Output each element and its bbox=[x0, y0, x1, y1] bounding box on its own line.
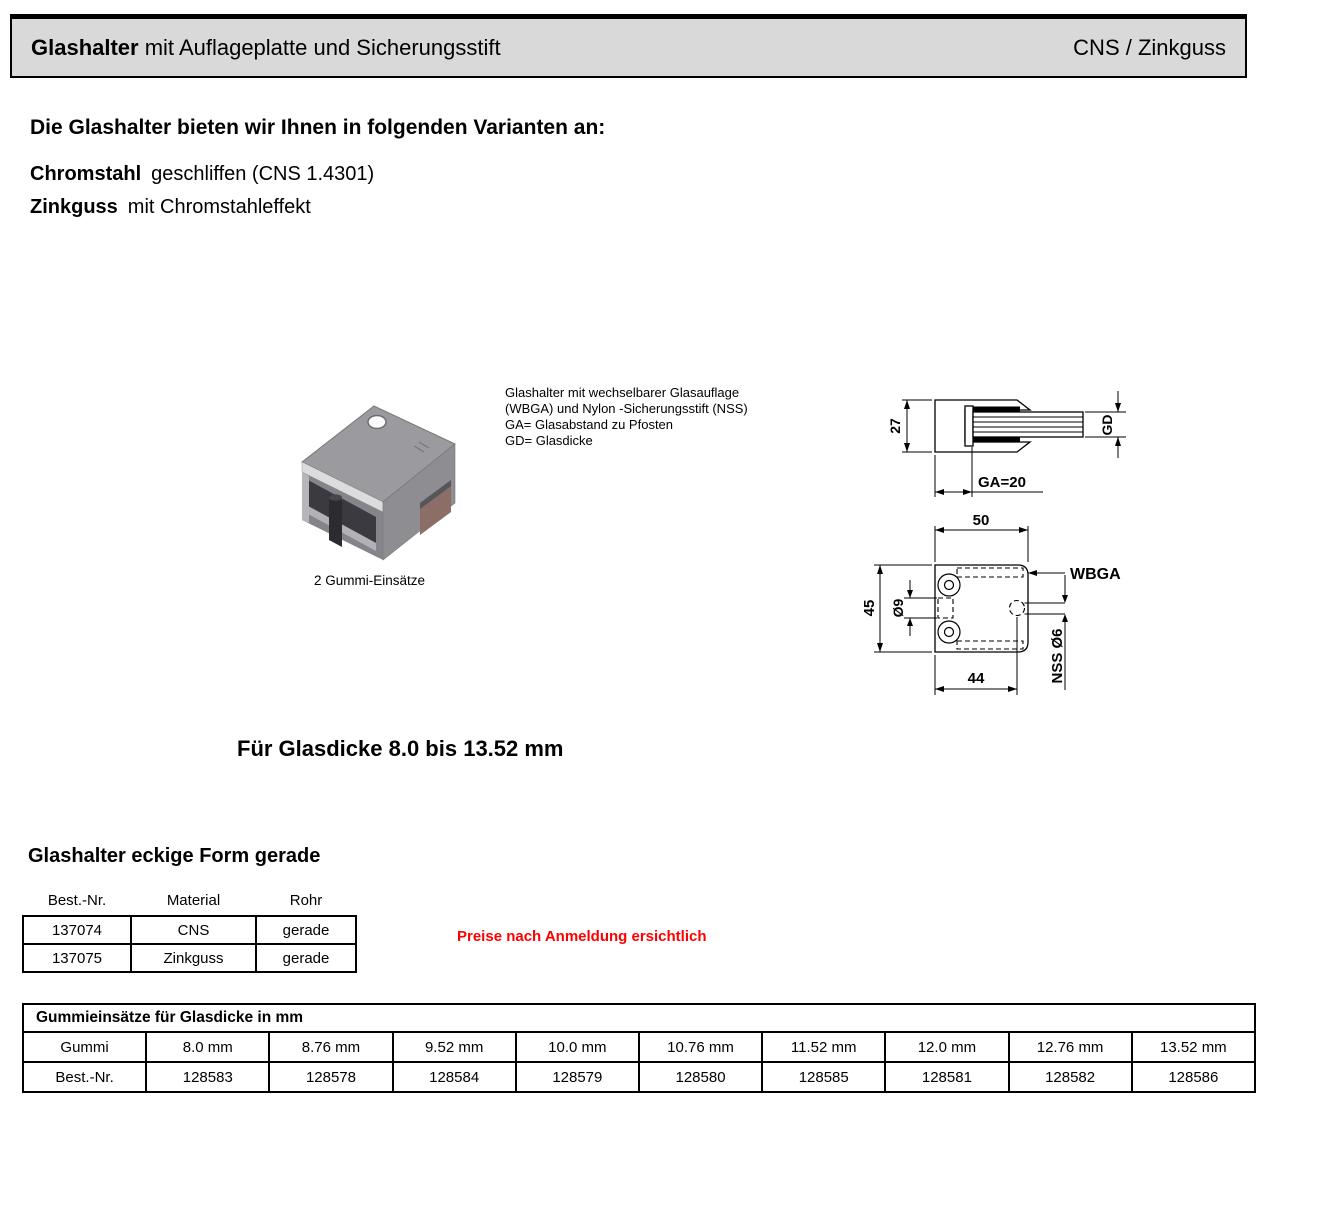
dim-ga-label: GA=20 bbox=[978, 474, 1026, 491]
table-row bbox=[23, 1032, 1255, 1062]
product-photo bbox=[272, 390, 467, 570]
order-number-cell: 137074 bbox=[23, 916, 131, 944]
product-subtitle: mit Auflageplatte und Sicherungsstift bbox=[138, 34, 501, 60]
table-header-row bbox=[23, 892, 356, 916]
variant-description: geschliffen (CNS 1.4301) bbox=[151, 163, 375, 185]
variant-name: Zinkguss bbox=[30, 196, 118, 218]
product-name: Glashalter bbox=[31, 34, 139, 60]
insert-size-cell: 9.52 mm bbox=[393, 1032, 516, 1062]
insert-size-cell: 12.0 mm bbox=[885, 1032, 1008, 1062]
table-row bbox=[23, 1062, 1255, 1092]
rubber-inserts-table bbox=[22, 1003, 1256, 1093]
description-line: (WBGA) und Nylon -Sicherungsstift (NSS) bbox=[505, 401, 748, 416]
glass-range-heading: Für Glasdicke 8.0 bis 13.52 mm bbox=[237, 736, 564, 761]
product-description bbox=[505, 385, 748, 449]
material-cell: CNS bbox=[131, 916, 256, 944]
tube-cell: gerade bbox=[256, 916, 356, 944]
description-line: GD= Glasdicke bbox=[505, 433, 593, 448]
table-row bbox=[23, 944, 356, 972]
insert-ordernum-cell: 128582 bbox=[1009, 1062, 1132, 1092]
description-line: Glashalter mit wechselbarer Glasauflage bbox=[505, 385, 740, 400]
nss-label: NSS Ø6 bbox=[1049, 628, 1066, 684]
header-bar bbox=[10, 14, 1247, 78]
column-header: Best.-Nr. bbox=[47, 892, 107, 909]
insert-ordernum-cell: 128578 bbox=[269, 1062, 392, 1092]
variant-name: Chromstahl bbox=[30, 163, 142, 185]
insert-size-cell: 12.76 mm bbox=[1009, 1032, 1132, 1062]
wbga-label: WBGA bbox=[1070, 566, 1121, 583]
insert-size-cell: 10.0 mm bbox=[516, 1032, 639, 1062]
tube-cell: gerade bbox=[256, 944, 356, 972]
insert-ordernum-cell: 128584 bbox=[393, 1062, 516, 1092]
insert-size-cell: 8.76 mm bbox=[269, 1032, 392, 1062]
column-header: Rohr bbox=[289, 892, 323, 909]
insert-ordernum-cell: 128580 bbox=[639, 1062, 762, 1092]
variant-list bbox=[30, 158, 374, 224]
table-row bbox=[23, 916, 356, 944]
insert-ordernum-cell: 128586 bbox=[1132, 1062, 1255, 1092]
insert-size-cell: 11.52 mm bbox=[762, 1032, 885, 1062]
row-label: Best.-Nr. bbox=[23, 1062, 146, 1092]
front-view-drawing bbox=[858, 508, 1148, 708]
description-line: GA= Glasabstand zu Pfosten bbox=[505, 417, 674, 432]
material-cell: Zinkguss bbox=[131, 944, 256, 972]
order-section-heading: Glashalter eckige Form gerade bbox=[28, 845, 321, 867]
row-label: Gummi bbox=[23, 1032, 146, 1062]
insert-ordernum-cell: 128583 bbox=[146, 1062, 269, 1092]
material-label: CNS / Zinkguss bbox=[1073, 34, 1226, 60]
table-title: Gummieinsätze für Glasdicke in mm bbox=[23, 1004, 1255, 1032]
insert-ordernum-cell: 128581 bbox=[885, 1062, 1008, 1092]
dim-44-label: 44 bbox=[967, 670, 985, 687]
insert-ordernum-cell: 128579 bbox=[516, 1062, 639, 1092]
dim-hole-label: Ø9 bbox=[890, 598, 906, 618]
page-title bbox=[31, 35, 501, 61]
insert-ordernum-cell: 128585 bbox=[762, 1062, 885, 1092]
insert-size-cell: 8.0 mm bbox=[146, 1032, 269, 1062]
dim-50-label: 50 bbox=[972, 512, 990, 529]
dim-27-label: 27 bbox=[887, 418, 903, 434]
variant-line bbox=[30, 158, 374, 191]
insert-size-cell: 13.52 mm bbox=[1132, 1032, 1255, 1062]
price-note: Preise nach Anmeldung ersichtlich bbox=[457, 928, 707, 945]
dim-gd-label: GD bbox=[1099, 414, 1115, 436]
variant-line bbox=[30, 191, 374, 224]
side-view-drawing bbox=[868, 385, 1153, 510]
intro-heading: Die Glashalter bieten wir Ihnen in folgenden Varianten an: bbox=[30, 116, 606, 139]
order-number-cell: 137075 bbox=[23, 944, 131, 972]
table-title-row bbox=[23, 1004, 1255, 1032]
dim-45-label: 45 bbox=[861, 599, 878, 617]
variant-order-table bbox=[22, 892, 357, 973]
column-header: Material bbox=[166, 892, 221, 909]
photo-caption: 2 Gummi-Einsätze bbox=[313, 573, 426, 588]
variant-description: mit Chromstahleffekt bbox=[127, 196, 311, 218]
insert-size-cell: 10.76 mm bbox=[639, 1032, 762, 1062]
